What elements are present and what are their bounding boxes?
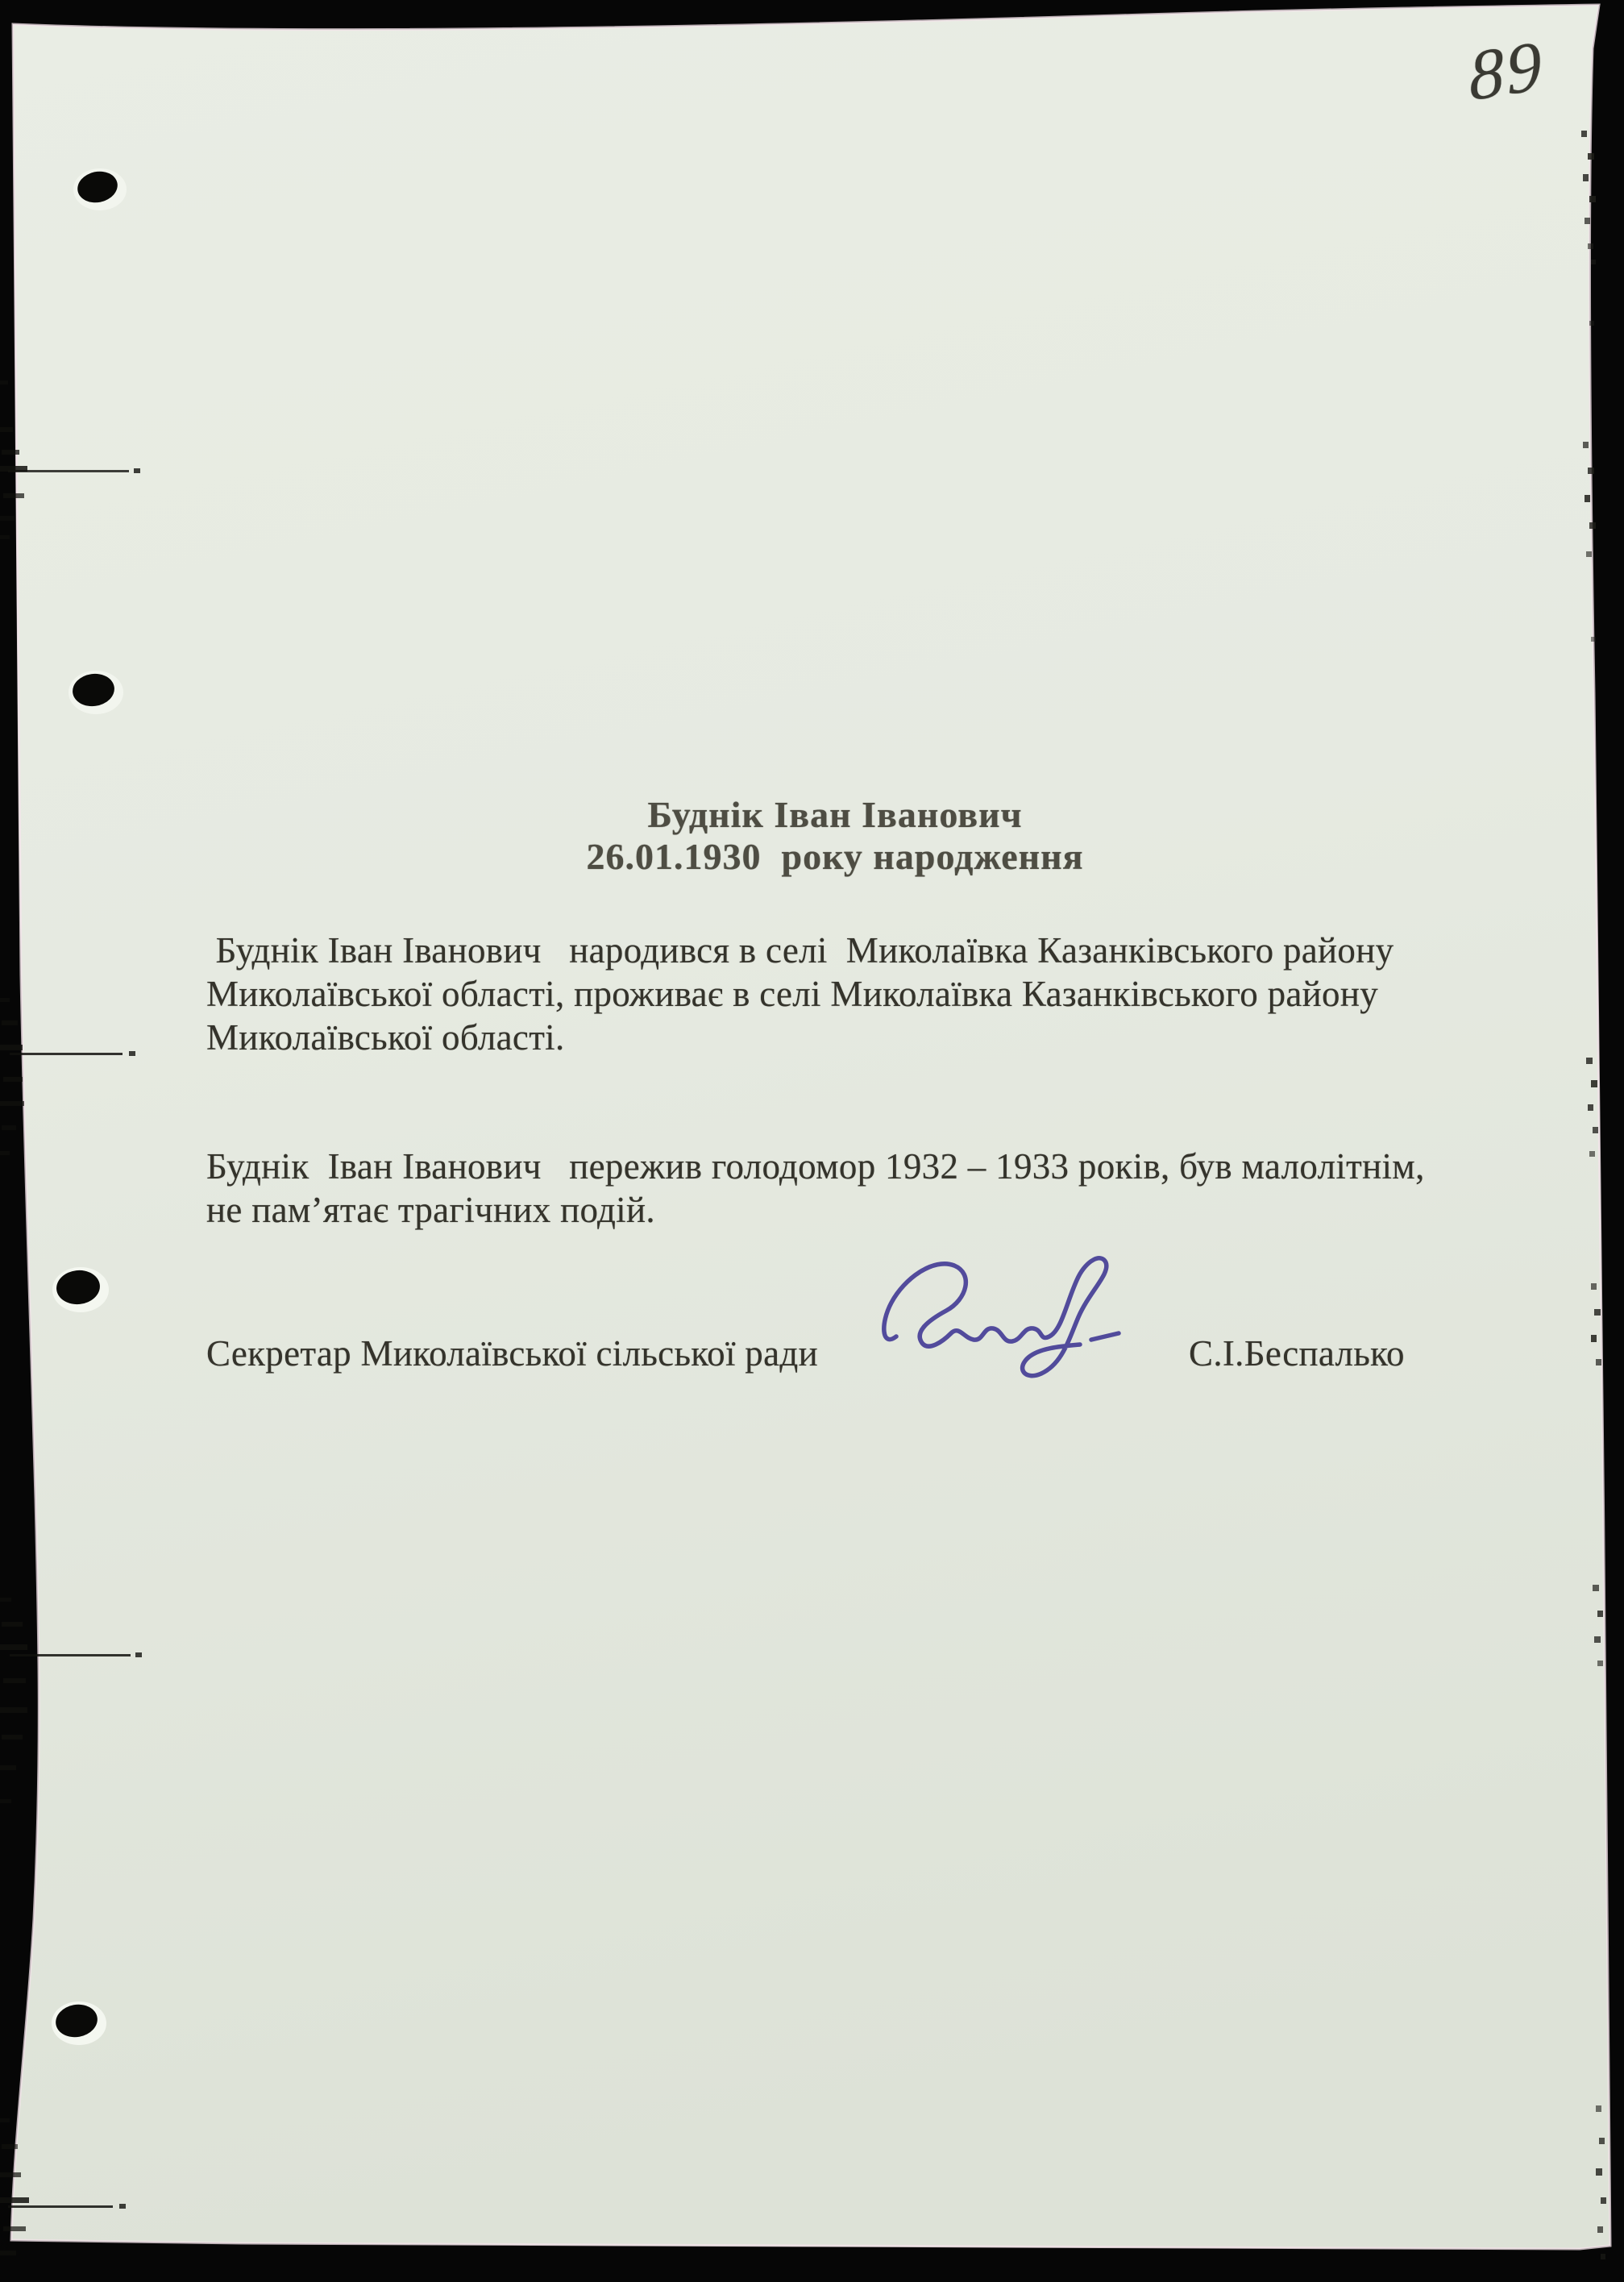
paragraph-line: Миколаївської області. (206, 1017, 565, 1058)
paper-outline (11, 5, 1610, 2249)
title-birthdate-line: 26.01.1930 року народження (586, 836, 1084, 877)
title-name-line: Буднік Іван Іванович (647, 794, 1023, 835)
paragraph-line: Миколаївської області, проживає в селі Миколаївка Казанківського району (206, 974, 1379, 1014)
hole-punch (69, 671, 123, 714)
signatory-name: С.І.Беспалько (1189, 1333, 1405, 1374)
hole-punch (52, 1267, 109, 1312)
paragraph-line: не пам’ятає трагічних подій. (206, 1190, 655, 1230)
hole-punch (52, 2001, 106, 2045)
signature-title-label: Секретар Миколаївської сільської ради (206, 1333, 818, 1374)
paragraph-line: Буднік Іван Іванович народився в селі Миколаївка Казанківського району (206, 930, 1394, 971)
signature-ink (878, 1249, 1136, 1378)
page-number-handwritten: 89 (1467, 26, 1546, 117)
paragraph-line: Буднік Іван Іванович пережив голодомор 1932 – 1933 років, був малолітнім, (206, 1146, 1425, 1187)
